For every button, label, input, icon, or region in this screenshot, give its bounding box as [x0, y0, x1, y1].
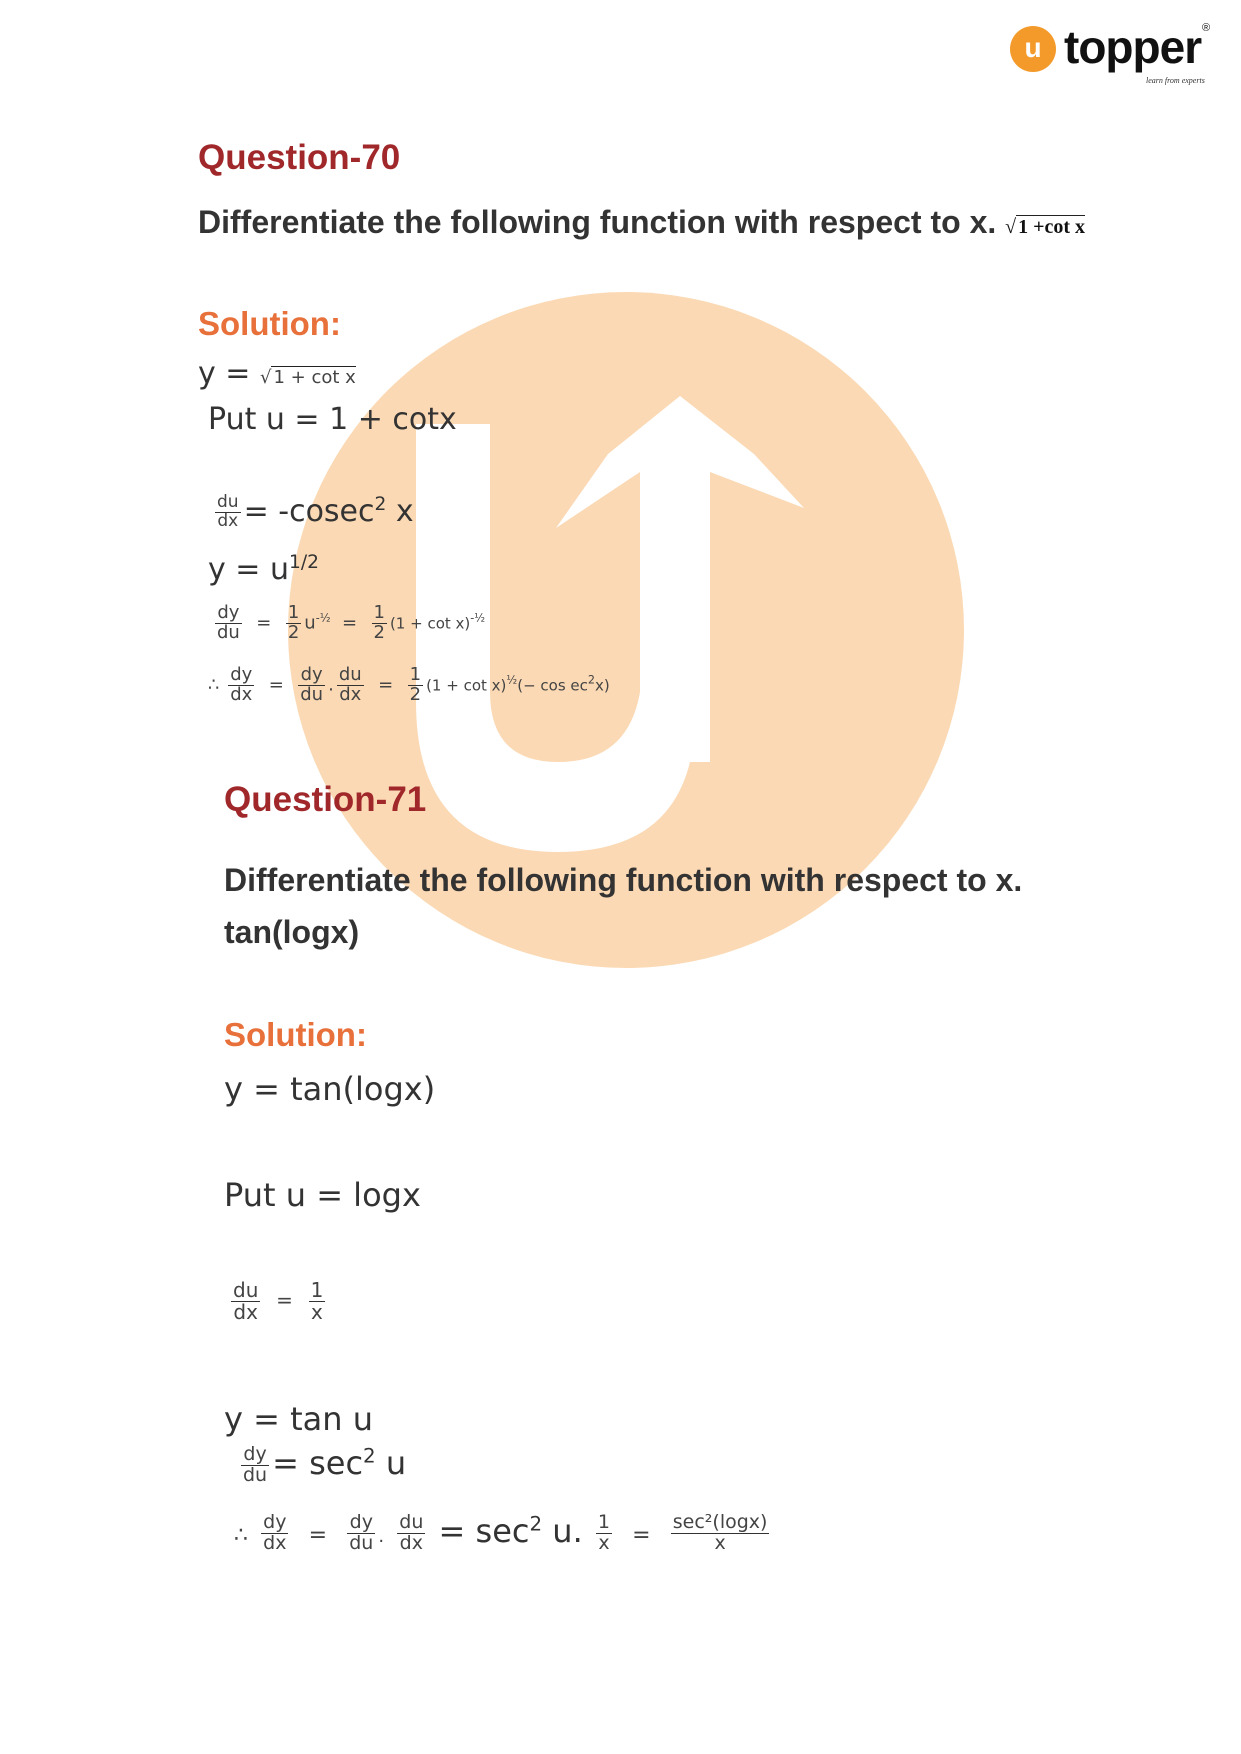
question-70-title: Question-70	[198, 138, 401, 177]
registered-mark: ®	[1202, 22, 1211, 34]
topper-logo	[1010, 18, 1220, 85]
q70-line-5: $\frac{dy}{du}$ = $\frac{1}{2}$ $u^{-\frac{1}{2}}$ = $\frac{1}{2}$ $(1 + \cot x)^{-\frac{1}{2}}$	[217, 602, 486, 643]
prompt-expression: tan(logx)	[224, 914, 360, 950]
q70-line-3: $\frac{du}{dx}$ = -cosec$^2$ x	[217, 492, 414, 531]
q70-line-6: ∴ $\frac{dy}{dx}$ = $\frac{dy}{du}$ . $\frac{du}{dx}$ = $\frac{1}{2}$ $(1 + \cot x)^{\frac{1}{2}}(- \cos ec^2x)$	[208, 664, 610, 705]
q71-line-5: $\frac{dy}{du}$ = $\sec^2 u$	[243, 1442, 407, 1486]
question-71-prompt	[224, 854, 1124, 958]
q71-line-2: Put u = logx	[224, 1176, 421, 1214]
question-71-title: Question-71	[224, 780, 427, 819]
q71-line-4: y = tan u	[224, 1400, 373, 1438]
q70-line-2: Put u = 1 + cotx	[208, 402, 457, 437]
logo-wordmark: topper	[1064, 21, 1202, 73]
q71-line-3: $\frac{du}{dx}$ = $\frac{1}{x}$	[233, 1278, 324, 1324]
logo-mark-icon: u	[1010, 26, 1056, 72]
q70-line-1: y = √ 1 + cot x	[198, 356, 356, 391]
logo-tagline: learn from experts	[1146, 76, 1205, 85]
prompt-text: Differentiate the following function with respect to x.	[224, 862, 1023, 898]
q70-line-4: $y = u^{1/2}$	[208, 552, 319, 587]
q71-line-6: ∴ $\frac{dy}{dx}$ = $\frac{dy}{du}$ . $\frac{du}{dx}$ = $\sec^2 u$. $\frac{1}{x}$ = $\frac{\text{sec²(logx)}}{x}$	[234, 1510, 768, 1554]
question-70-prompt: Differentiate the following function with respect to x. √ 1 +cot x	[198, 204, 1086, 240]
solution-71-label: Solution:	[224, 1016, 367, 1053]
prompt-radicand: 1 +cot x	[1018, 216, 1086, 238]
q71-line-1: y = tan(logx)	[224, 1070, 436, 1108]
prompt-text: Differentiate the following function with respect to x.	[198, 204, 997, 240]
solution-70-label: Solution:	[198, 305, 341, 342]
